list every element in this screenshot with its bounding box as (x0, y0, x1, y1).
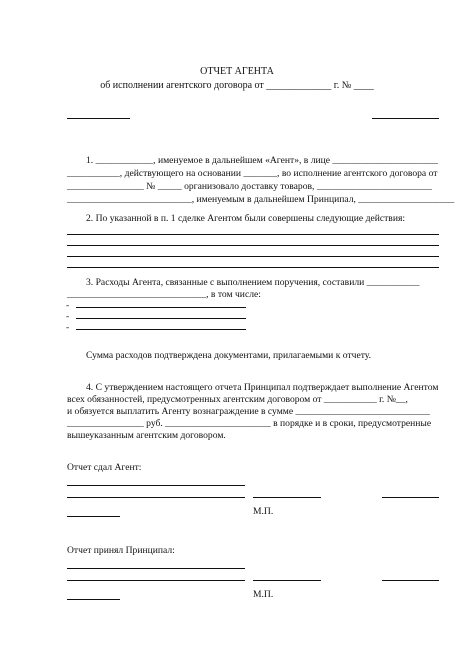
agent-signature-line (253, 497, 321, 498)
section2-text: 2. По указанной в п. 1 сделке Агентом были совершены следующие действия: (86, 213, 406, 224)
principal-signature-line (253, 580, 321, 581)
principal-signature-line (382, 580, 439, 581)
confirmation-text: Сумма расходов подтверждена документами, прилагаемыми к отчету. (86, 350, 372, 361)
section3-line2: _____________________________, в том числе: (67, 289, 261, 300)
agent-signature-label: Отчет сдал Агент: (67, 462, 142, 473)
section3-expense-line (76, 307, 246, 308)
section4-line5: вышеуказанным агентским договором. (67, 430, 226, 441)
date-line (372, 118, 439, 119)
section3-expense-line (76, 318, 246, 319)
document-title: ОТЧЕТ АГЕНТА (200, 66, 274, 77)
principal-signature-line (67, 568, 245, 569)
section4-line3: и обязуется выплатить Агенту вознаграждение в сумме ____________________________ (67, 406, 430, 417)
agent-date-line (67, 516, 120, 517)
document-subtitle: об исполнении агентского договора от _____________ г. № ____ (100, 80, 374, 91)
section2-blank-line (67, 267, 439, 268)
section4-line2: всех обязанностей, предусмотренных агентским договором от ___________ г. №__, (67, 394, 408, 405)
section3-dash: - (66, 311, 70, 322)
agent-signature-line (67, 497, 245, 498)
section3-dash: - (66, 322, 70, 333)
principal-signature-label: Отчет принял Принципал: (67, 545, 175, 556)
principal-signature-line (67, 580, 245, 581)
section1-line3: ________________ № _____ организовало доставку товаров, ________________________ (67, 181, 432, 192)
section3-line1: 3. Расходы Агента, связанные с выполнением поручения, составили ___________ (86, 277, 420, 288)
section2-blank-line (67, 245, 439, 246)
section1-line1: 1. ____________, именуемое в дальнейшем «Агент», в лице ______________________ (86, 155, 438, 166)
section3-dash: - (66, 300, 70, 311)
section1-line4: __________________________, именуемым в дальнейшем Принципал, ____________________ (67, 194, 455, 205)
section4-line4: ________________ руб. ______________________ в порядке и в сроки, предусмотренные (67, 418, 432, 429)
section2-blank-line (67, 234, 439, 235)
section4-line1: 4. С утверждением настоящего отчета Принципал подтверждает выполнение Агентом (86, 382, 439, 393)
principal-date-line (67, 599, 120, 600)
agent-signature-line (67, 485, 245, 486)
section3-expense-line (76, 329, 246, 330)
section2-blank-line (67, 256, 439, 257)
section1-line2: ___________, действующего на основании _______, во исполнение агентского договора от (67, 168, 438, 179)
agent-signature-line (382, 497, 439, 498)
principal-stamp-label: М.П. (253, 589, 274, 600)
agent-stamp-label: М.П. (253, 506, 274, 517)
place-line (67, 118, 130, 119)
